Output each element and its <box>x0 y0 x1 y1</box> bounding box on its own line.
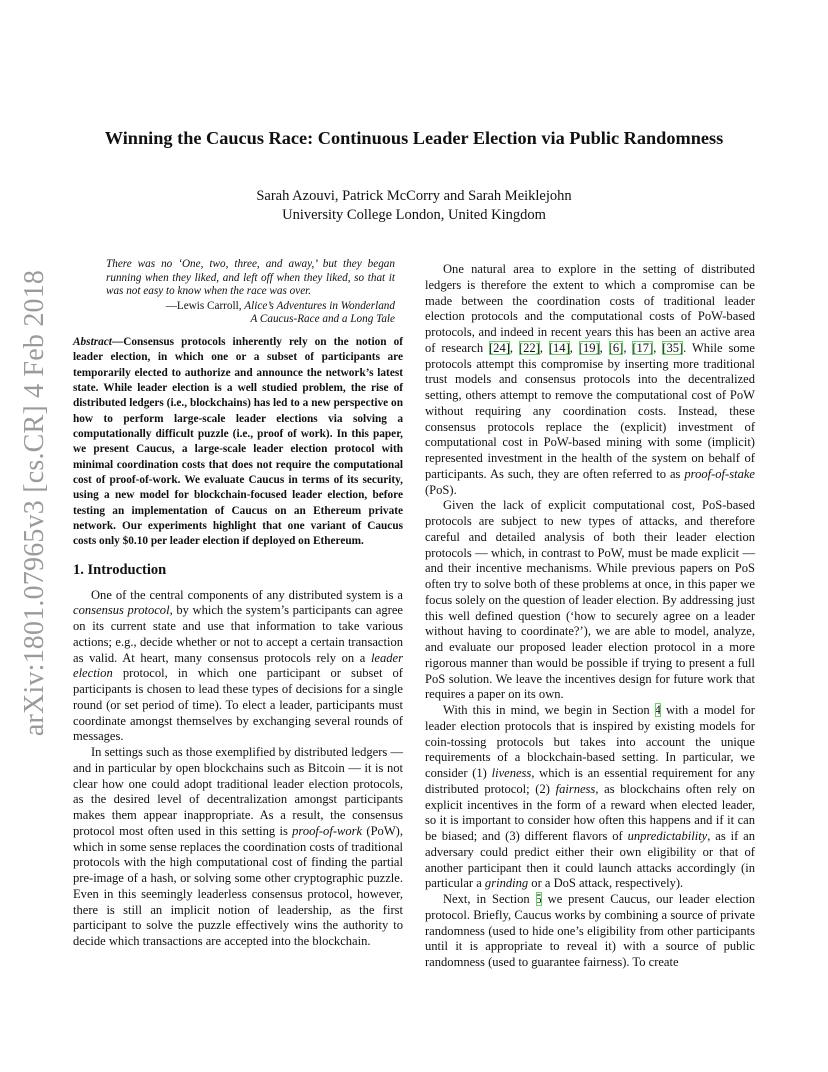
left-column <box>73 258 403 950</box>
abstract-label: Abstract <box>73 335 112 348</box>
epigraph-quote: There was no ‘One, two, three, and away,’ but they began running when they liked, and left off when they liked, so that it was not easy to know when the race was over. <box>106 258 395 298</box>
left-paragraph-2: In settings such as those exemplified by distributed ledgers — and in particular by open blockchains such as Bitcoin — it is not clear how one could adopt traditional leader election protocols, as the desired level of decentralization amongst participants makes them appear inappropriate. As a result, the consensus protocol most often used in this setting is proof-of-work (PoW), which in some sense replaces the coordination costs of traditional protocols with the high computational cost of finding the partial pre-image of a hash, or solving some other cryptographic puzzle. Even in this seemingly leaderless consensus protocol, however, there is still an implicit notion of leadership, as the first participant to solve the puzzle effectively wins the authority to decide which transactions are accepted into the blockchain. <box>73 745 403 949</box>
right-column <box>425 262 755 971</box>
arxiv-side-stamp <box>15 265 55 740</box>
section-ref-link[interactable]: 4 <box>654 703 661 717</box>
citation-link[interactable]: [17] <box>632 340 654 355</box>
section-ref-link[interactable]: 5 <box>535 892 542 906</box>
left-paragraph-1: One of the central components of any distributed system is a consensus protocol, by which the system’s participants can agree on its current state and use that information to take various actions; e.g., decide whether or not to accept a certain transaction as valid. At heart, many consensus protocols rely on a leader election protocol, in which one participant or subset of participants is chosen to lead these types of decisions for a single round (or set period of time). To elect a leader, participants must coordinate amongst themselves by exchanging several rounds of messages. <box>73 587 403 744</box>
attribution-book: Alice’s Adventures in Wonderland <box>244 299 395 312</box>
epigraph <box>106 258 395 299</box>
abstract <box>73 335 403 550</box>
citation-link[interactable]: [24] <box>489 340 510 355</box>
right-paragraph-4: Next, in Section 5 we present Caucus, our leader election protocol. Briefly, Caucus works by combining a source of private randomness (used to hide one’s eligibility from other participants until it is appropriate to reveal it) with a source of public randomness (used to guarantee fairness). To create <box>425 892 755 969</box>
author-affiliation: University College London, United Kingdom <box>282 207 546 223</box>
epigraph-attribution <box>73 300 395 327</box>
paper-title: Winning the Caucus Race: Continuous Leader Election via Public Randomness <box>104 128 724 148</box>
abstract-text: —Consensus protocols inherently rely on the notion of leader election, in which one or a subset of participants are temporarily elected to authorize and announce the network’s latest state. While leader election is a well studied problem, the rise of distributed ledgers (i.e., blockchains) has led to a new perspective on how to perform large-scale leader elections via solving a computationally difficult puzzle (i.e., proof of work). In this paper, we present Caucus, a large-scale leader election protocol with minimal coordination costs that does not require the computational cost of proof-of-work. We evaluate Caucus in terms of its security, using a new model for blockchain-focused leader election, before testing an implementation of Caucus on an Ethereum private network. Our experiments highlight that one variant of Caucus costs only $0.10 per leader election if deployed on Ethereum. <box>73 335 403 548</box>
author-block <box>0 187 828 225</box>
citation-link[interactable]: [14] <box>548 340 570 355</box>
citation-link[interactable]: [6] <box>608 340 624 355</box>
right-paragraph-2: Given the lack of explicit computational cost, PoS-based protocols are subject to new types of attacks, and therefore careful and detailed analysis of both their leader election protocols — which, in contrast to PoW, must be made explicit — and their incentive mechanisms. While previous papers on PoS often try to solve both of these problems at once, in this paper we focus solely on the question of leader election. By addressing just this well defined question (‘how to securely agree on a leader without having to coordinate?’), we are able to model, analyze, and evaluate our proposed leader election protocol in a more rigorous manner than would be possible if trying to present a full PoS solution. We leave the incentives design for future work that requires a paper on its own. <box>425 498 755 702</box>
author-names: Sarah Azouvi, Patrick McCorry and Sarah Meiklejohn <box>256 188 572 204</box>
section-heading: 1. Introduction <box>73 561 167 578</box>
attribution-author: —Lewis Carroll, <box>165 299 242 312</box>
citation-link[interactable]: [19] <box>578 340 600 355</box>
citation-link[interactable]: [22] <box>518 340 540 355</box>
attribution-chapter: A Caucus-Race and a Long Tale <box>250 313 395 326</box>
arxiv-stamp-text: arXiv:1801.07965v3 [cs.CR] 4 Feb 2018 <box>19 269 51 736</box>
right-paragraph-3: With this in mind, we begin in Section 4 with a model for leader election protocols that is inspired by existing models for coin-tossing protocols but takes into account the unique requirements of a blockchain-based setting. In particular, we consider (1) liveness, which is an essential requirement for any distributed protocol; (2) fairness, as blockchains often rely on explicit incentives in the form of a reward when elected leader, so it is important to consider how often this happens and if it can be biased; and (3) different flavors of unpredictability, as if an adversary could predict either their own eligibility or that of another participant then it could launch attacks accordingly (in particular a grinding or a DoS attack, respectively). <box>425 703 755 891</box>
citation-link[interactable]: [35] <box>662 340 684 355</box>
right-paragraph-1: One natural area to explore in the setting of distributed ledgers is therefore the extent to which a compromise can be made between the coordination costs of traditional leader election protocols and the computational costs of PoW-based protocols, and indeed in recent years this has been an active area of research [24], [22], [14], [19], [6], [17], [35]. While some protocols attempt this compromise by inserting more traditional trust models and consensus protocols into the decentralized setting, others attempt to remove the computational cost of PoW without requiring any coordination costs. Instead, these consensus protocols replace the (explicit) investment of computational cost in PoW-based mining with some (implicit) represented investment in the health of the system on behalf of participants. As such, they are often referred to as proof-of-stake (PoS). <box>425 262 755 497</box>
